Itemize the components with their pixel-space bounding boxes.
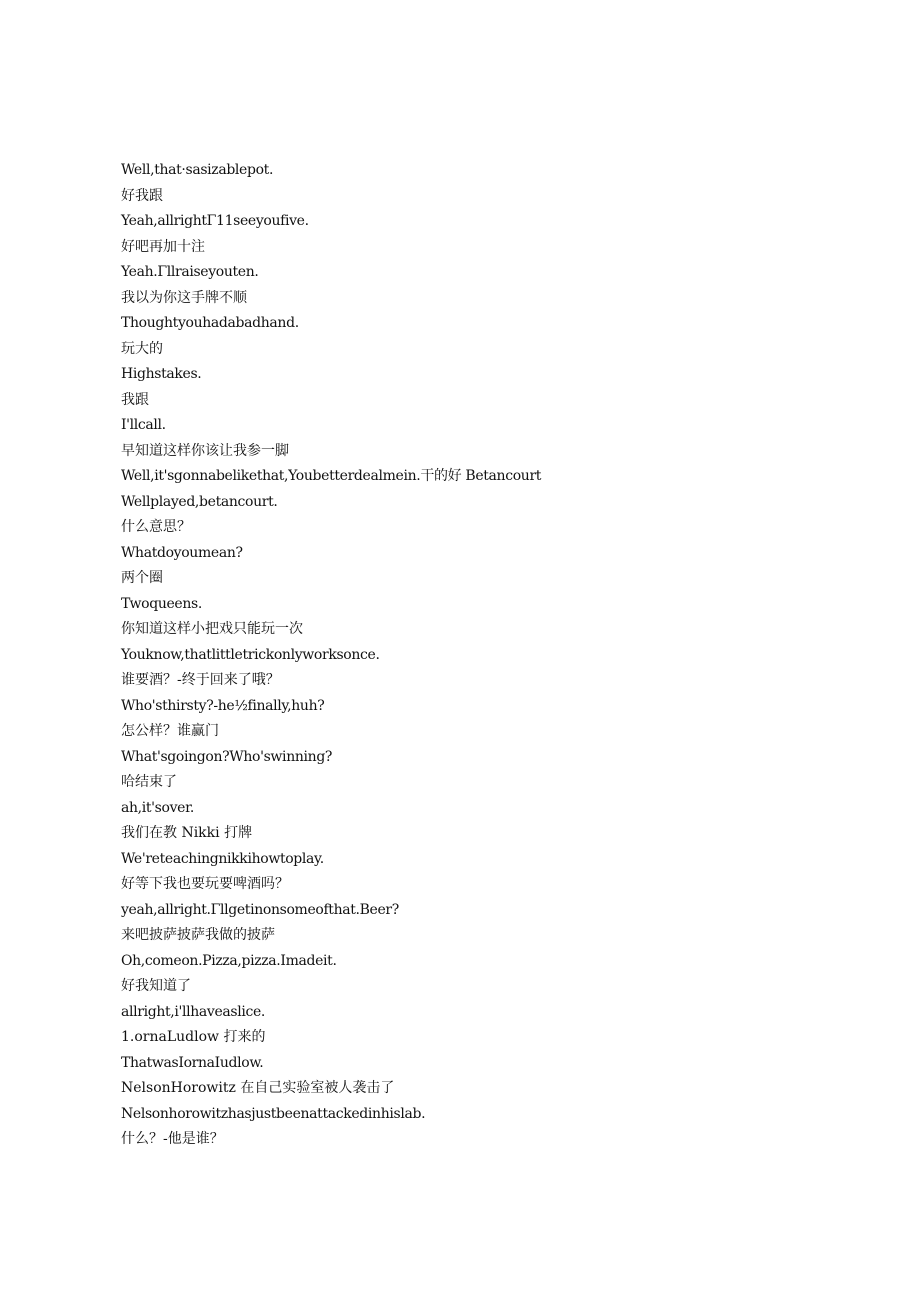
- transcript-line: allright,i'llhaveaslice.: [121, 1003, 266, 1020]
- transcript-line: Whatdoyoumean?: [121, 544, 243, 561]
- transcript-line: Yeah,allrightΓ11seeyoufive.: [121, 213, 309, 229]
- transcript-line: 1.ornaLudlow 打来的: [121, 1029, 266, 1045]
- transcript-line: 好我知道了: [121, 978, 191, 994]
- transcript-line: NelsonHorowitz 在自己实验室被人袭击了: [121, 1080, 395, 1096]
- transcript-line: 哈结束了: [121, 774, 177, 790]
- transcript-line: yeah,allright.Γllgetinonsomeofthat.Beer?: [121, 901, 399, 918]
- transcript-line: 早知道这样你该让我参一脚: [121, 442, 289, 459]
- transcript-line: 怎公样？谁赢门: [121, 723, 219, 739]
- transcript-line: Yeah.Γllraiseyouten.: [121, 264, 259, 280]
- transcript-line: We'reteachingnikkihowtoplay.: [121, 850, 324, 867]
- transcript-line: Youknow,thatlittletrickonlyworksonce.: [121, 646, 380, 663]
- transcript-line: 两个圈: [121, 570, 163, 586]
- transcript-line: 好吧再加十注: [121, 238, 205, 255]
- transcript-line: 你知道这样小把戏只能玩一次: [121, 621, 303, 637]
- subtitle-transcript: [121, 158, 821, 1153]
- transcript-line: Highstakes.: [121, 366, 202, 382]
- transcript-line: 好等下我也要玩要啤酒吗？: [121, 876, 289, 892]
- transcript-line: 我跟: [121, 391, 149, 408]
- transcript-line: ah,it'sover.: [121, 799, 194, 816]
- transcript-line: Nelsonhorowitzhasjustbeenattackedinhislab.: [121, 1105, 426, 1122]
- transcript-line: 我以为你这手牌不顺: [121, 289, 247, 306]
- transcript-line: Wellplayed,betancourt.: [121, 493, 278, 510]
- transcript-line: Oh,comeon.Pizza,pizza.Imadeit.: [121, 952, 337, 969]
- transcript-line: I'llcall.: [121, 417, 166, 433]
- transcript-line: Well,that·sasizablepot.: [121, 162, 274, 178]
- transcript-line: 什么意思？: [121, 519, 191, 535]
- transcript-line: What'sgoingon?Who'swinning?: [121, 748, 333, 765]
- transcript-line: Thoughtyouhadabadhand.: [121, 315, 299, 331]
- transcript-line: 我们在教 Nikki 打牌: [121, 825, 253, 841]
- transcript-line: 来吧披萨披萨我做的披萨: [121, 927, 275, 943]
- transcript-line: 玩大的: [121, 340, 163, 357]
- transcript-line: 好我跟: [121, 187, 163, 204]
- transcript-line: Twoqueens.: [121, 595, 202, 612]
- transcript-line: 什么？-他是谁？: [121, 1131, 224, 1147]
- transcript-line: ThatwasIornaIudlow.: [121, 1054, 264, 1071]
- transcript-line: Well,it'sgonnabelikethat,Youbetterdealmein.干的好 Betancourt: [121, 468, 542, 484]
- transcript-line: 谁要酒？-终于回来了哦？: [121, 672, 280, 688]
- transcript-line: Who'sthirsty?-he½finally,huh?: [121, 697, 325, 714]
